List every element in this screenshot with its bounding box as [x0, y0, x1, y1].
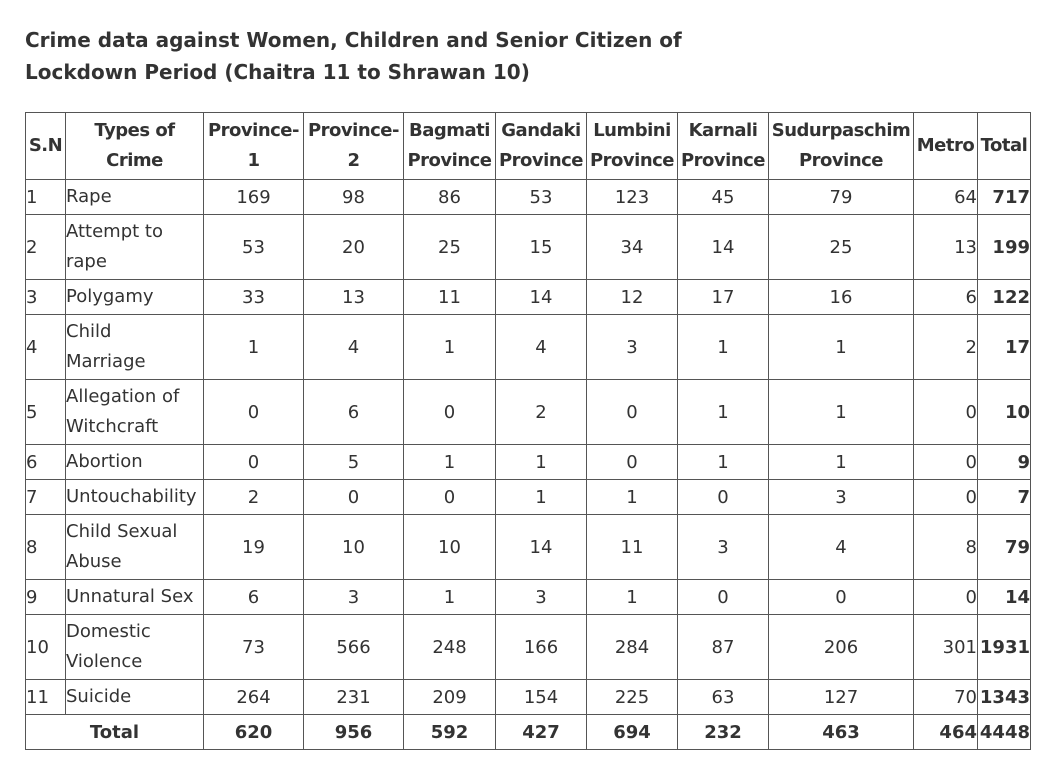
cell-province-2: 6 [304, 380, 404, 445]
cell-sudurpaschim: 1 [769, 380, 914, 445]
header-province-1: Province- 1 [204, 113, 304, 180]
table-row [26, 280, 1031, 315]
table-row [26, 180, 1031, 215]
cell-crime-type: Attempt to rape [66, 215, 204, 280]
cell-province-2: 13 [304, 280, 404, 315]
cell-bagmati: 0 [404, 380, 496, 445]
cell-metro: 0 [914, 480, 978, 515]
cell-lumbini: 11 [587, 515, 678, 580]
cell-lumbini: 284 [587, 615, 678, 680]
header-bagmati-province: Bagmati Province [404, 113, 496, 180]
cell-crime-type: Allegation of Witchcraft [66, 380, 204, 445]
header-total: Total [978, 113, 1031, 180]
cell-metro: 2 [914, 315, 978, 380]
cell-crime-type: Domestic Violence [66, 615, 204, 680]
cell-province-1: 0 [204, 380, 304, 445]
cell-province-2: 5 [304, 445, 404, 480]
grand-total: 4448 [978, 715, 1031, 750]
cell-sudurpaschim: 3 [769, 480, 914, 515]
cell-crime-type: Child Marriage [66, 315, 204, 380]
cell-province-1: 2 [204, 480, 304, 515]
cell-sudurpaschim: 79 [769, 180, 914, 215]
cell-karnali: 14 [678, 215, 769, 280]
cell-bagmati: 248 [404, 615, 496, 680]
table-row [26, 380, 1031, 445]
cell-total: 10 [978, 380, 1031, 445]
cell-sn: 5 [26, 380, 66, 445]
cell-crime-type: Polygamy [66, 280, 204, 315]
cell-karnali: 0 [678, 480, 769, 515]
table-row [26, 445, 1031, 480]
cell-sn: 4 [26, 315, 66, 380]
cell-province-2: 4 [304, 315, 404, 380]
cell-province-2: 10 [304, 515, 404, 580]
cell-province-1: 6 [204, 580, 304, 615]
cell-sn: 6 [26, 445, 66, 480]
cell-sudurpaschim: 206 [769, 615, 914, 680]
totals-row [26, 715, 1031, 750]
cell-karnali: 3 [678, 515, 769, 580]
cell-lumbini: 0 [587, 380, 678, 445]
cell-province-2: 231 [304, 680, 404, 715]
total-lumbini: 694 [587, 715, 678, 750]
cell-karnali: 1 [678, 380, 769, 445]
cell-bagmati: 11 [404, 280, 496, 315]
total-bagmati: 592 [404, 715, 496, 750]
cell-karnali: 0 [678, 580, 769, 615]
total-metro: 464 [914, 715, 978, 750]
cell-sn: 7 [26, 480, 66, 515]
cell-province-1: 264 [204, 680, 304, 715]
cell-total: 9 [978, 445, 1031, 480]
cell-total: 79 [978, 515, 1031, 580]
cell-sn: 8 [26, 515, 66, 580]
cell-lumbini: 12 [587, 280, 678, 315]
cell-karnali: 45 [678, 180, 769, 215]
table-row [26, 515, 1031, 580]
cell-bagmati: 1 [404, 315, 496, 380]
cell-gandaki: 4 [496, 315, 587, 380]
table-row [26, 215, 1031, 280]
cell-karnali: 63 [678, 680, 769, 715]
cell-metro: 0 [914, 380, 978, 445]
table-header-row [26, 113, 1031, 180]
cell-total: 1931 [978, 615, 1031, 680]
cell-lumbini: 3 [587, 315, 678, 380]
header-sudurpaschim-province: Sudurpaschim Province [769, 113, 914, 180]
cell-sudurpaschim: 16 [769, 280, 914, 315]
cell-province-2: 98 [304, 180, 404, 215]
cell-province-1: 0 [204, 445, 304, 480]
cell-gandaki: 166 [496, 615, 587, 680]
cell-bagmati: 10 [404, 515, 496, 580]
cell-metro: 301 [914, 615, 978, 680]
cell-sudurpaschim: 25 [769, 215, 914, 280]
cell-province-1: 169 [204, 180, 304, 215]
cell-bagmati: 0 [404, 480, 496, 515]
cell-crime-type: Suicide [66, 680, 204, 715]
cell-province-1: 73 [204, 615, 304, 680]
cell-sn: 1 [26, 180, 66, 215]
cell-metro: 6 [914, 280, 978, 315]
cell-bagmati: 25 [404, 215, 496, 280]
header-metro: Metro [914, 113, 978, 180]
cell-lumbini: 1 [587, 480, 678, 515]
total-sudurpaschim: 463 [769, 715, 914, 750]
cell-sn: 11 [26, 680, 66, 715]
cell-metro: 70 [914, 680, 978, 715]
cell-metro: 64 [914, 180, 978, 215]
cell-lumbini: 1 [587, 580, 678, 615]
totals-label: Total [26, 715, 204, 750]
cell-province-2: 20 [304, 215, 404, 280]
cell-gandaki: 154 [496, 680, 587, 715]
table-row [26, 615, 1031, 680]
cell-crime-type: Unnatural Sex [66, 580, 204, 615]
cell-metro: 0 [914, 445, 978, 480]
cell-province-2: 566 [304, 615, 404, 680]
cell-gandaki: 1 [496, 445, 587, 480]
cell-sn: 3 [26, 280, 66, 315]
cell-gandaki: 3 [496, 580, 587, 615]
cell-gandaki: 14 [496, 280, 587, 315]
cell-sudurpaschim: 4 [769, 515, 914, 580]
cell-crime-type: Rape [66, 180, 204, 215]
table-row [26, 580, 1031, 615]
cell-province-1: 33 [204, 280, 304, 315]
total-province-2: 956 [304, 715, 404, 750]
header-gandaki-province: Gandaki Province [496, 113, 587, 180]
title-line-1: Crime data against Women, Children and Senior Citizen of [25, 28, 682, 52]
table-row [26, 480, 1031, 515]
cell-bagmati: 1 [404, 445, 496, 480]
cell-total: 199 [978, 215, 1031, 280]
total-gandaki: 427 [496, 715, 587, 750]
header-karnali-province: Karnali Province [678, 113, 769, 180]
cell-gandaki: 2 [496, 380, 587, 445]
cell-karnali: 87 [678, 615, 769, 680]
total-karnali: 232 [678, 715, 769, 750]
cell-metro: 13 [914, 215, 978, 280]
table-row [26, 315, 1031, 380]
cell-sudurpaschim: 1 [769, 315, 914, 380]
cell-total: 17 [978, 315, 1031, 380]
cell-province-1: 19 [204, 515, 304, 580]
cell-province-2: 0 [304, 480, 404, 515]
cell-gandaki: 14 [496, 515, 587, 580]
header-type-of-crime: Types of Crime [66, 113, 204, 180]
cell-bagmati: 86 [404, 180, 496, 215]
cell-gandaki: 15 [496, 215, 587, 280]
cell-total: 7 [978, 480, 1031, 515]
cell-karnali: 17 [678, 280, 769, 315]
cell-lumbini: 0 [587, 445, 678, 480]
cell-sudurpaschim: 127 [769, 680, 914, 715]
cell-sudurpaschim: 1 [769, 445, 914, 480]
cell-sn: 10 [26, 615, 66, 680]
cell-total: 1343 [978, 680, 1031, 715]
cell-total: 122 [978, 280, 1031, 315]
cell-total: 717 [978, 180, 1031, 215]
cell-lumbini: 34 [587, 215, 678, 280]
cell-bagmati: 1 [404, 580, 496, 615]
total-province-1: 620 [204, 715, 304, 750]
cell-province-1: 53 [204, 215, 304, 280]
cell-gandaki: 53 [496, 180, 587, 215]
cell-crime-type: Untouchability [66, 480, 204, 515]
cell-gandaki: 1 [496, 480, 587, 515]
cell-crime-type: Child Sexual Abuse [66, 515, 204, 580]
cell-karnali: 1 [678, 445, 769, 480]
cell-sn: 2 [26, 215, 66, 280]
document-title [25, 24, 745, 88]
crime-data-table [25, 112, 1031, 750]
cell-province-2: 3 [304, 580, 404, 615]
cell-total: 14 [978, 580, 1031, 615]
cell-metro: 0 [914, 580, 978, 615]
title-line-2: Lockdown Period (Chaitra 11 to Shrawan 10) [25, 60, 530, 84]
cell-crime-type: Abortion [66, 445, 204, 480]
cell-province-1: 1 [204, 315, 304, 380]
table-row [26, 680, 1031, 715]
cell-karnali: 1 [678, 315, 769, 380]
header-sn: S.N [26, 113, 66, 180]
header-lumbini-province: Lumbini Province [587, 113, 678, 180]
cell-sn: 9 [26, 580, 66, 615]
cell-lumbini: 225 [587, 680, 678, 715]
header-province-2: Province- 2 [304, 113, 404, 180]
cell-lumbini: 123 [587, 180, 678, 215]
cell-sudurpaschim: 0 [769, 580, 914, 615]
cell-bagmati: 209 [404, 680, 496, 715]
cell-metro: 8 [914, 515, 978, 580]
